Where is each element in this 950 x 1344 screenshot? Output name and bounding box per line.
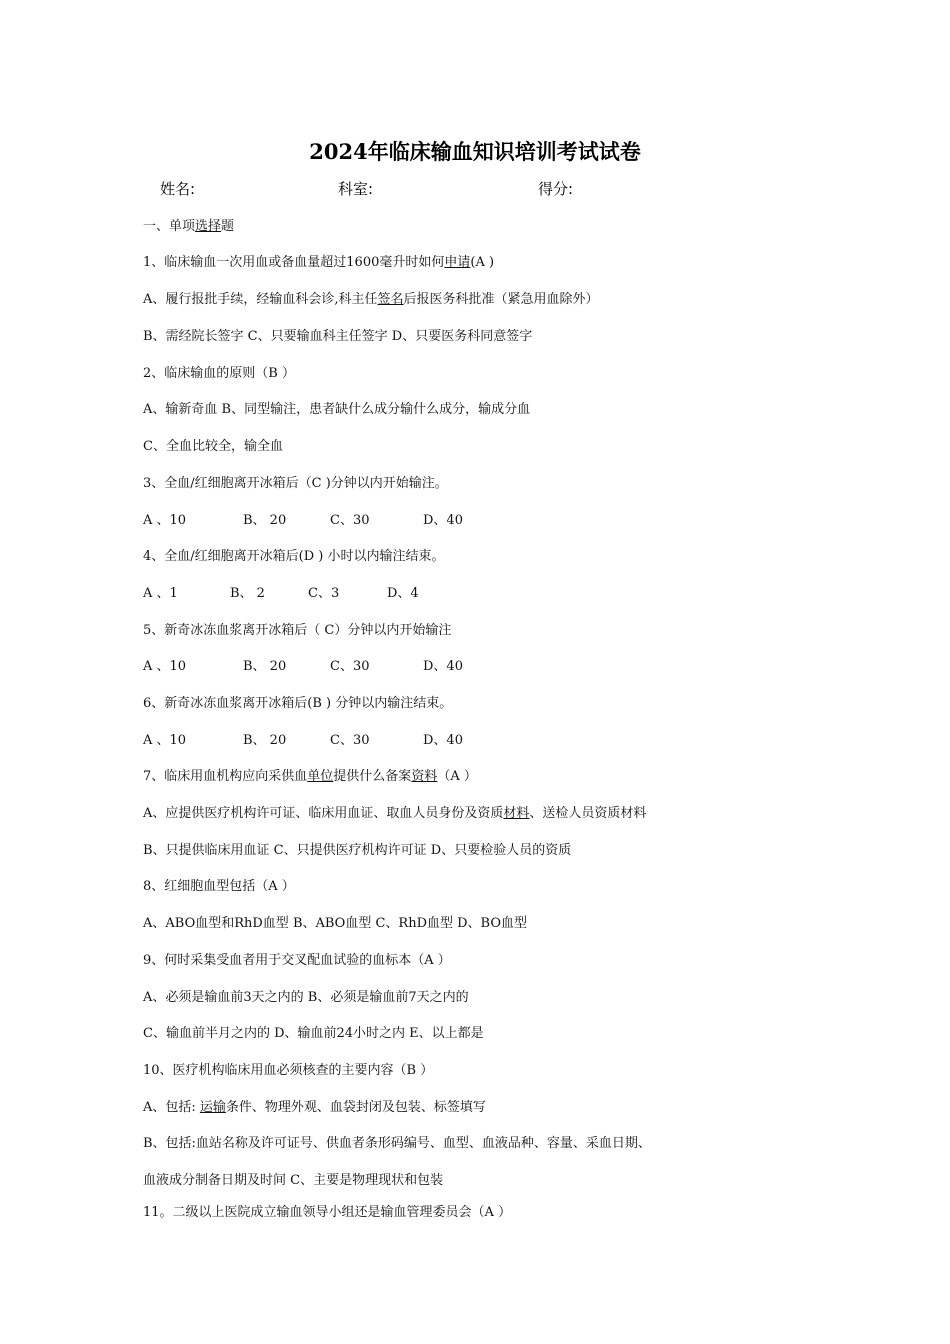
question-7-options-bcd: B、只提供临床用血证 C、只提供医疗机构许可证 D、只要检验人员的资质	[143, 843, 572, 858]
question-2: 2、临床输血的原则（B ）	[143, 366, 295, 381]
question-8-options: A、ABO血型和RhD血型 B、ABO血型 C、RhD血型 D、BO血型	[143, 916, 528, 931]
question-9: 9、何时采集受血者用于交叉配血试验的血标本（A ）	[143, 953, 451, 968]
question-2-option-c: C、全血比较全，输全血	[143, 439, 283, 454]
question-9-options-cde: C、输血前半月之内的 D、输血前24小时之内 E、以上都是	[143, 1026, 484, 1041]
question-3: 3、全血/红细胞离开冰箱后（C )分钟以内开始输注。	[143, 476, 448, 491]
score-label: 得分:	[538, 180, 574, 198]
name-label: 姓名:	[160, 180, 196, 198]
question-6-options: A 、10 B、 20 C、30 D、40	[143, 733, 463, 748]
question-10-option-b: B、包括:血站名称及许可证号、供血者条形码编号、血型、血液品种、容量、采血日期、	[143, 1136, 651, 1151]
question-7: 7、临床用血机构应向采供血单位提供什么备案资料（A ）	[143, 769, 477, 784]
question-5: 5、新奇冰冻血浆离开冰箱后（ C）分钟以内开始输注	[143, 623, 452, 638]
exam-title: 2024年临床输血知识培训考试试卷	[309, 139, 641, 164]
question-6: 6、新奇冰冻血浆离开冰箱后(B ) 分钟以内输注结束。	[143, 696, 453, 711]
question-9-options-ab: A、必须是输血前3天之内的 B、必须是输血前7天之内的	[143, 990, 469, 1005]
section-heading: 一、单项选择题	[143, 219, 235, 234]
question-4: 4、全血/红细胞离开冰箱后(D ) 小时以内输注结束。	[143, 549, 445, 564]
question-10-option-b-continued: 血液成分制备日期及时间 C、主要是物理现状和包装	[143, 1173, 444, 1188]
question-1-options-bcd: B、需经院长签字 C、只要输血科主任签字 D、只要医务科同意签字	[143, 329, 533, 344]
question-10: 10、医疗机构临床用血必须核查的主要内容（B ）	[143, 1063, 434, 1078]
question-3-options: A 、10 B、 20 C、30 D、40	[143, 513, 463, 528]
question-1: 1、临床输血一次用血或备血量超过1600毫升时如何申请(A )	[143, 255, 495, 270]
question-5-options: A 、10 B、 20 C、30 D、40	[143, 659, 463, 674]
question-2-options-ab: A、输新奇血 B、同型输注，患者缺什么成分输什么成分，输成分血	[143, 402, 531, 417]
question-8: 8、红细胞血型包括（A ）	[143, 879, 295, 894]
question-1-option-a: A、履行报批手续，经输血科会诊,科主任签名后报医务科批准（紧急用血除外）	[143, 292, 599, 307]
question-10-option-a: A、包括: 运输条件、物理外观、血袋封闭及包装、标签填写	[143, 1100, 486, 1115]
question-4-options: A 、1 B、 2 C、3 D、4	[143, 586, 419, 601]
question-7-option-a: A、应提供医疗机构许可证、临床用血证、取血人员身份及资质材料、送检人员资质材料	[143, 806, 647, 821]
question-11: 11。二级以上医院成立输血领导小组还是输血管理委员会（A ）	[143, 1205, 512, 1220]
department-label: 科室:	[338, 180, 374, 198]
